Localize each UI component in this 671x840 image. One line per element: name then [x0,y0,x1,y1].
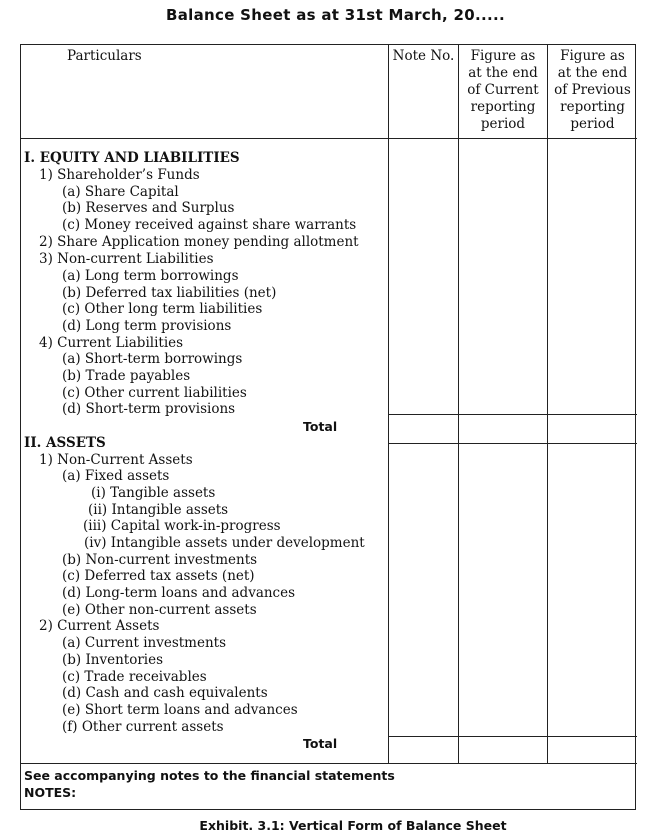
line-item: (f) Other current assets [62,719,224,735]
header-rule [21,138,637,139]
line-item: (i) Tangible assets [91,485,216,501]
header-current-period: Figure as at the end of Current reporting period [467,48,539,132]
line-item: 4) Current Liabilities [39,335,184,351]
line-item: (b) Non-current investments [62,552,258,568]
line-item: (c) Trade receivables [62,669,207,685]
line-item: (a) Current investments [62,635,227,651]
total-label-assets: Total [303,736,338,751]
page-title: Balance Sheet as at 31st March, 20..... [166,6,505,24]
line-item: (e) Short term loans and advances [62,702,298,718]
line-item: 1) Shareholder’s Funds [39,167,200,183]
line-item: (d) Long-term loans and advances [62,585,296,601]
line-item: (c) Money received against share warrants [62,217,357,233]
line-item: (b) Inventories [62,652,164,668]
header-previous-period: Figure as at the end of Previous reporting period [554,48,631,132]
line-item: (a) Fixed assets [62,468,170,484]
section-heading-equity: I. EQUITY AND LIABILITIES [24,150,240,166]
exhibit-caption: Exhibit. 3.1: Vertical Form of Balance Sheet [199,818,507,833]
footer-rule [21,763,637,764]
accompanying-notes-text: See accompanying notes to the financial statements [24,768,395,783]
header-note-no: Note No. [392,48,455,64]
column-divider [388,45,389,763]
line-item: 3) Non-current Liabilities [39,251,214,267]
line-item: (a) Long term borrowings [62,268,239,284]
line-item: (c) Other long term liabilities [62,301,263,317]
column-divider [458,45,459,763]
line-item: (d) Short-term provisions [62,401,236,417]
balance-sheet-table [20,44,636,810]
footer-notes [24,767,395,801]
section-heading-assets: II. ASSETS [24,435,106,451]
line-item: (b) Deferred tax liabilities (net) [62,285,277,301]
total-label-equity: Total [303,419,338,434]
line-item: (c) Deferred tax assets (net) [62,568,255,584]
total-rule [388,414,637,415]
line-item: (d) Long term provisions [62,318,232,334]
line-item: (c) Other current liabilities [62,385,247,401]
header-particulars: Particulars [67,48,142,64]
line-item: (b) Trade payables [62,368,191,384]
line-item: 1) Non-Current Assets [39,452,193,468]
line-item: 2) Share Application money pending allotment [39,234,359,250]
notes-label: NOTES: [24,785,77,800]
line-item: 2) Current Assets [39,618,160,634]
line-item: (e) Other non-current assets [62,602,257,618]
line-item: (a) Share Capital [62,184,179,200]
total-rule [388,736,637,737]
line-item: (iii) Capital work-in-progress [83,518,281,534]
column-divider [547,45,548,763]
line-item: (iv) Intangible assets under development [84,535,365,551]
line-item: (b) Reserves and Surplus [62,200,235,216]
total-rule [388,443,637,444]
line-item: (ii) Intangible assets [88,502,229,518]
line-item: (a) Short-term borrowings [62,351,243,367]
line-item: (d) Cash and cash equivalents [62,685,268,701]
